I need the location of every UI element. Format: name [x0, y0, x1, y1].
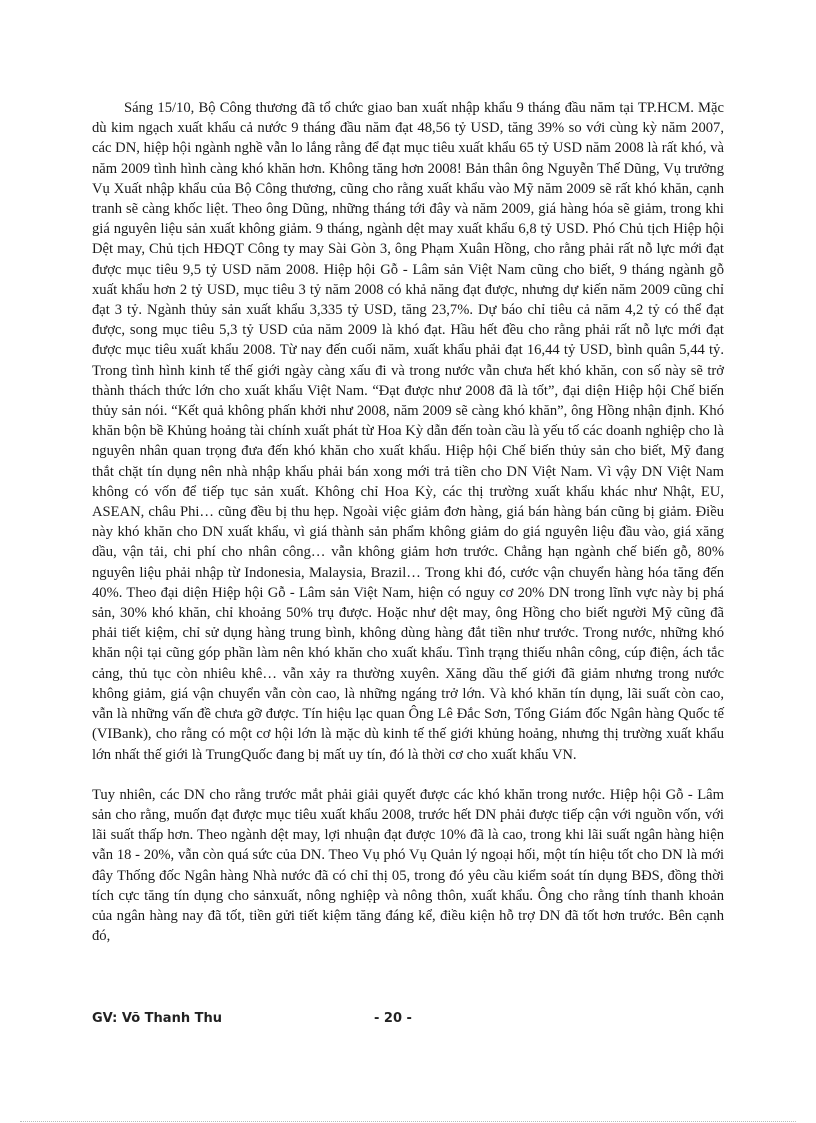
body-text [92, 98, 724, 946]
page-footer [92, 1011, 724, 1033]
footer-page-number: - 20 - [374, 1011, 412, 1026]
paragraph-2: Tuy nhiên, các DN cho rằng trước mắt phải giải quyết được các khó khăn trong nước. Hiệp hội Gỗ - Lâm sản cho rằng, muốn đạt được mục tiêu xuất khẩu 2008, trước hết DN phải được tiếp cận với nguồn vốn, với lãi suất thấp hơn. Theo ngành dệt may, lợi nhuận đạt được 10% đã là cao, trong khi lãi suất ngân hàng hiện vẫn 18 - 20%, vẫn còn quá sức của DN. Theo Vụ phó Vụ Quản lý ngoại hối, một tín hiệu tốt cho DN là mới đây Thống đốc Ngân hàng Nhà nước đã có chỉ thị 05, trong đó yêu cầu kiểm soát tín dụng BĐS, đồng thời tích cực tăng tín dụng cho sảnxuất, nông nghiệp và nông thôn, xuất khẩu. Ông cho rằng tính thanh khoản của ngân hàng nay đã tốt, tiền gửi tiết kiệm tăng đáng kể, điều kiện hỗ trợ DN đã tốt hơn trước. Bên cạnh đó, [92, 786, 724, 945]
footer-author: GV: Võ Thanh Thu [92, 1011, 222, 1026]
paragraph-1: Sáng 15/10, Bộ Công thương đã tổ chức giao ban xuất nhập khẩu 9 tháng đầu năm tại TP.HCM. Mặc dù kim ngạch xuất khẩu cả nước 9 tháng đầu năm đạt 48,56 tỷ USD, tăng 39% so với cùng kỳ năm 2007, các DN, hiệp hội ngành nghề vẫn lo lắng rằng để đạt mục tiêu xuất khẩu 65 tỷ USD năm 2008 là rất khó, và năm 2009 tình hình càng khó khăn hơn. Không tăng hơn 2008! Bản thân ông Nguyễn Thế Dũng, Vụ trưởng Vụ Xuất nhập khẩu của Bộ Công thương, cũng cho rằng xuất khẩu vào Mỹ năm 2009 sẽ rất khó khăn, cạnh tranh sẽ càng khốc liệt. Theo ông Dũng, những tháng tới đây và năm 2009, giá hàng hóa sẽ giảm, trong khi giá nguyên liệu sản xuất không giảm. 9 tháng, ngành dệt may xuất khẩu 6,8 tỷ USD. Phó Chủ tịch Hiệp hội Dệt may, Chủ tịch HĐQT Công ty may Sài Gòn 3, ông Phạm Xuân Hồng, cho rằng phải rất nỗ lực mới đạt được mục tiêu 9,5 tỷ USD năm 2008. Hiệp hội Gỗ - Lâm sản Việt Nam cũng cho biết, 9 tháng ngành gỗ xuất khẩu hơn 2 tỷ USD, mục tiêu 3 tỷ năm 2008 có khả năng đạt được, nhưng dự kiến năm 2009 cũng chỉ đạt 3 tỷ. Ngành thủy sản xuất khẩu 3,335 tỷ USD, tăng 23,7%. Dự báo chỉ tiêu cả năm 4,2 tỷ có thể đạt được, song mục tiêu 5,3 tỷ USD của năm 2009 là khó đạt. Hầu hết đều cho rằng phải rất nỗ lực mới đạt được mục tiêu xuất khẩu 2008. Từ nay đến cuối năm, xuất khẩu phải đạt 16,44 tỷ USD, bình quân 5,44 tỷ. Trong tình hình kinh tế thế giới ngày càng xấu đi và trong nước vẫn chưa hết khó khăn, con số này sẽ trở thành thách thức lớn cho xuất khẩu Việt Nam. “Đạt được như 2008 đã là tốt”, đại diện Hiệp hội Chế biến thủy sản nói. “Kết quả không phấn khởi như 2008, năm 2009 sẽ càng khó khăn”, ông Hồng nhận định. Khó khăn bộn bề Khủng hoảng tài chính xuất phát từ Hoa Kỳ dẫn đến toàn cầu là yếu tố các doanh nghiệp cho là nguyên nhân quan trọng đưa đến khó khăn cho xuất khẩu. Hiệp hội Chế biến thủy sản cho biết, Mỹ đang thắt chặt tín dụng nên nhà nhập khẩu phải bán xong mới trả tiền cho DN Việt Nam. Vì vậy DN Việt Nam không có vốn để tiếp tục sản xuất. Không chỉ Hoa Kỳ, các thị trường xuất khẩu khác như Nhật, EU, ASEAN, châu Phi… cũng đều bị thu hẹp. Ngoài việc giảm đơn hàng, giá bán hàng bán cũng bị giảm. Điều này khó khăn cho DN xuất khẩu, vì giá thành sản phẩm không giảm do giá nguyên liệu đầu vào, giá xăng dầu, vận tải, chi phí cho nhân công… vẫn không giảm hơn trước. Chẳng hạn ngành chế biến gỗ, 80% nguyên liệu phải nhập từ Indonesia, Malaysia, Brazil… Trong khi đó, cước vận chuyển hàng hóa tăng đến 40%. Theo đại diện Hiệp hội Gỗ - Lâm sản Việt Nam, hiện có nguy cơ 20% DN trong lĩnh vực này bị phá sản, 30% khó khăn, chỉ khoảng 50% trụ được. Hoặc như dệt may, ông Hồng cho biết người Mỹ cũng đã phải tiết kiệm, chỉ sử dụng hàng trung bình, không dùng hàng đắt tiền như trước. Trong nước, những khó khăn nội tại cũng góp phần làm nên khó khăn cho xuất khẩu. Tình trạng thiếu nhân công, cúp điện, ách tắc cảng, thủ tục còn nhiêu khê… vẫn xảy ra thường xuyên. Xăng dầu thế giới đã giảm nhưng trong nước không giảm, giá vận chuyển vẫn còn cao, là những ngáng trở lớn. Và khó khăn tín dụng, lãi suất còn cao, vẫn là những vấn đề chưa gỡ được. Tín hiệu lạc quan Ông Lê Đắc Sơn, Tổng Giám đốc Ngân hàng Quốc tế (VIBank), cho rằng có một cơ hội lớn là mặc dù kinh tế thế giới khủng hoảng, nhưng thị trường xuất khẩu lớn nhất thế giới là TrungQuốc đang bị mất uy tín, đó là thời cơ cho xuất khẩu VN. [92, 100, 724, 763]
bottom-dotted-rule [20, 1121, 796, 1122]
